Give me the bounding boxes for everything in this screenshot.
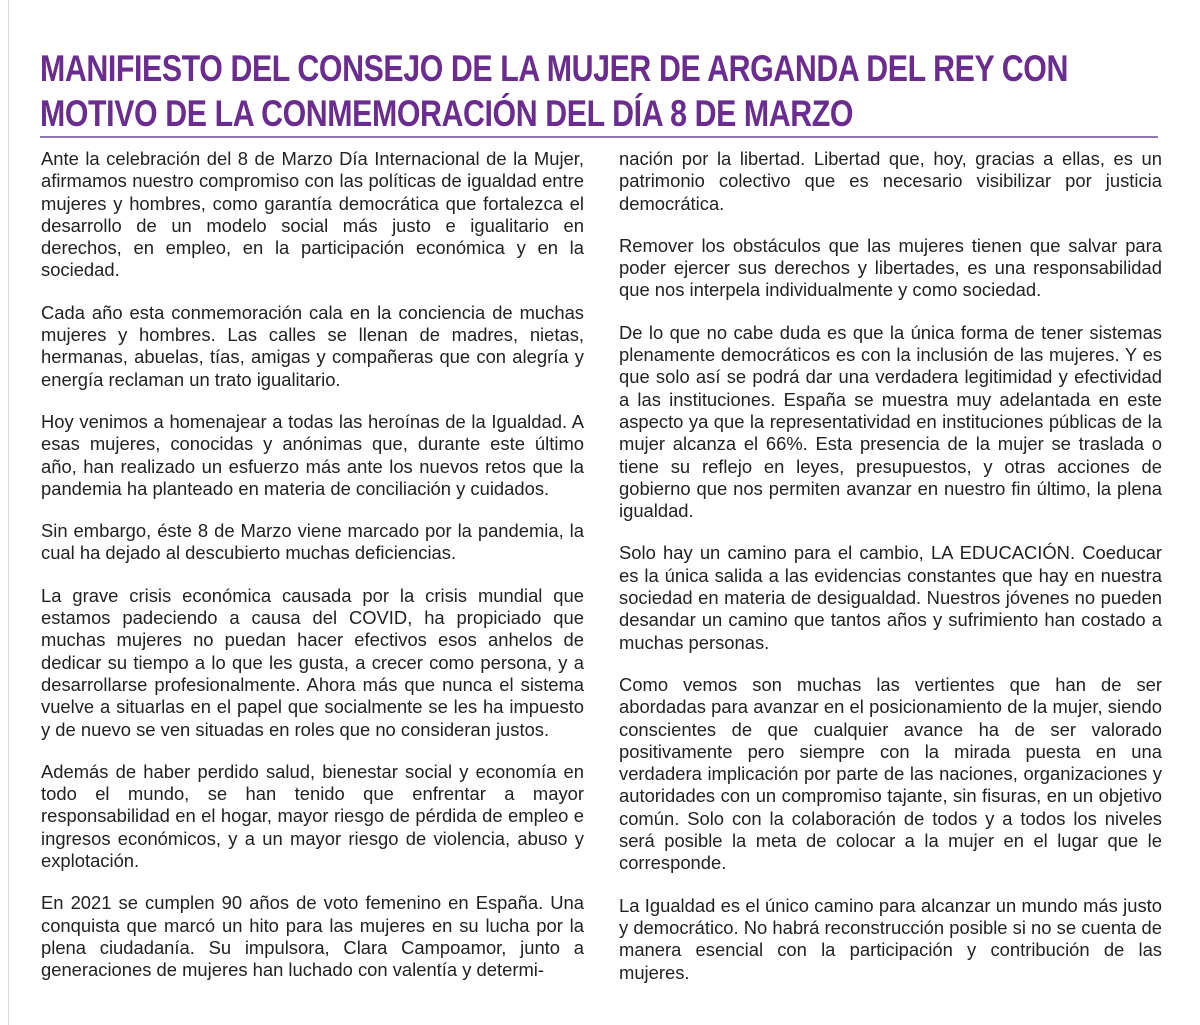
paragraph: Hoy venimos a homenajear a todas las heroínas de la Igualdad. A esas mujeres, conocidas y anónimas que, durante este último año, han realizado un esfuerzo más ante los nuevos retos que la pandemia ha planteado en materia de conciliación y cuidados. (41, 410, 584, 499)
margin-rule (8, 0, 9, 1025)
paragraph: Remover los obstáculos que las mujeres tienen que salvar para poder ejercer sus derechos y libertades, es una responsabilidad que nos interpela individualmente y como sociedad. (619, 234, 1162, 301)
paragraph: Ante la celebración del 8 de Marzo Día Internacional de la Mujer, afirmamos nuestro compromiso con las políticas de igualdad entre mujeres y hombres, como garantía democrática que fortalezca el desarrollo de un modelo social más justo e igualitario en derechos, en empleo, en la participación económica y en la sociedad. (41, 148, 584, 281)
paragraph: De lo que no cabe duda es que la única forma de tener sistemas plenamente democráticos es con la inclusión de las mujeres. Y es que solo así se podrá dar una verdadera legitimidad y efectividad a las instituciones. España se muestra muy adelantada en este aspecto ya que la representatividad en instituciones públicas de la mujer alcanza el 66%. Esta presencia de la mujer se traslada o tiene su reflejo en leyes, presupuestos, y otras acciones de gobierno que nos permiten avanzar en nuestro fin último, la plena igualdad. (619, 321, 1162, 522)
paragraph: Sin embargo, éste 8 de Marzo viene marcado por la pandemia, la cual ha dejado al descubierto muchas deficiencias. (41, 520, 584, 564)
paragraph: Solo hay un camino para el cambio, LA EDUCACIÓN. Coeducar es la única salida a las evidencias constantes que hay en nuestra sociedad en materia de desigualdad. Nuestros jóvenes no pueden desandar un camino que tantos años y sufrimiento han costado a muchas personas. (619, 542, 1162, 653)
paragraph: La Igualdad es el único camino para alcanzar un mundo más justo y democrático. No habrá reconstrucción posible si no se cuenta de manera esencial con la participación y contribución de las mujeres. (619, 894, 1162, 983)
left-column (41, 148, 584, 1002)
paragraph: Cada año esta conmemoración cala en la conciencia de muchas mujeres y hombres. Las calles se llenan de madres, nietas, hermanas, abuelas, tías, amigas y compañeras que con alegría y energía reclaman un trato igualitario. (41, 301, 584, 390)
paragraph: Además de haber perdido salud, bienestar social y economía en todo el mundo, se han tenido que enfrentar a mayor responsabilidad en el hogar, mayor riesgo de pérdida de empleo e ingresos económicos, y a un mayor riesgo de violencia, abuso y explotación. (41, 760, 584, 872)
paragraph: Como vemos son muchas las vertientes que han de ser abordadas para avanzar en el posicionamiento de la mujer, siendo conscientes de que cualquier avance ha de ser valorado positivamente pero siempre con la mirada puesta en una verdadera implicación por parte de las naciones, organizaciones y autoridades con un compromiso tajante, sin fisuras, en un objetivo común. Solo con la colaboración de todos y a todos los niveles será posible la meta de colocar a la mujer en el lugar que le corresponde. (619, 673, 1162, 874)
page-title: MANIFIESTO DEL CONSEJO DE LA MUJER DE ARGANDA DEL REY CON MOTIVO DE LA CONMEMORACIÓN DEL DÍA 8 DE MARZO (40, 48, 1068, 134)
right-column (619, 148, 1162, 1004)
paragraph: La grave crisis económica causada por la crisis mundial que estamos padeciendo a causa del COVID, ha propiciado que muchas mujeres no puedan hacer efectivos esos anhelos de dedicar su tiempo a lo que les gusta, a crecer como persona, y a desarrollarse profesionalmente. Ahora más que nunca el sistema vuelve a situarlas en el papel que socialmente se les ha impuesto y de nuevo se ven situadas en roles que no consideran justos. (41, 584, 584, 740)
paragraph: En 2021 se cumplen 90 años de voto femenino en España. Una conquista que marcó un hito para las mujeres en su lucha por la plena ciudadanía. Su impulsora, Clara Campoamor, junto a generaciones de mujeres han luchado con valentía y determi- (41, 892, 584, 981)
paragraph: nación por la libertad. Libertad que, hoy, gracias a ellas, es un patrimonio colectivo que es necesario visibilizar por justicia democrática. (619, 148, 1162, 214)
title-divider (40, 136, 1158, 138)
